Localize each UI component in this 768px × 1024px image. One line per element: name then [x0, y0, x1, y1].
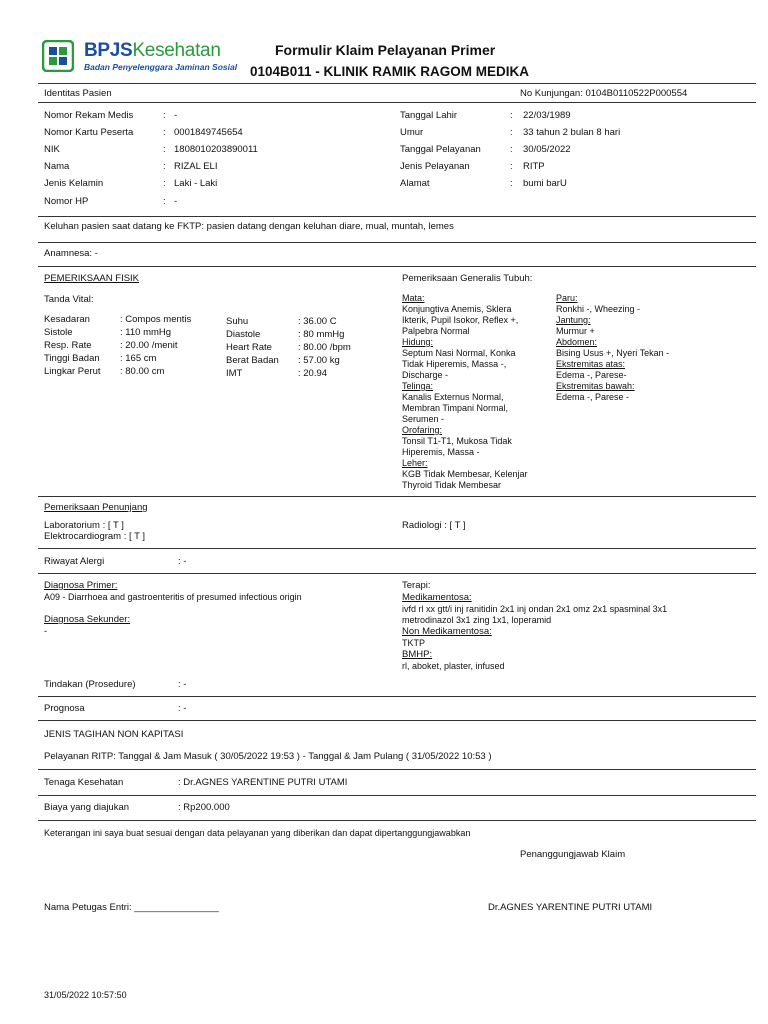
entry-officer: Nama Petugas Entri: ________________: [44, 902, 219, 913]
vital-value: : 57.00 kg: [298, 355, 340, 366]
non-medication: TKTP: [402, 638, 426, 648]
procedure-label: Tindakan (Prosedure): [44, 679, 136, 690]
exam-line: Septum Nasi Normal, Konka: [402, 348, 516, 358]
exam-line: Tidak Hiperemis, Massa -,: [402, 359, 507, 369]
exam-heading: Ekstremitas atas:: [556, 359, 626, 369]
physical-heading: PEMERIKSAAN FISIK: [44, 273, 140, 284]
prognosis-label: Prognosa: [44, 703, 85, 714]
field-label: Nama: [44, 161, 70, 172]
vital-value: : 80 mmHg: [298, 329, 345, 340]
secondary-diagnosis-heading: Diagnosa Sekunder:: [44, 614, 131, 625]
primary-diagnosis: A09 - Diarrhoea and gastroenteritis of presumed infectious origin: [44, 592, 302, 602]
cost-label: Biaya yang diajukan: [44, 802, 130, 813]
exam-line: Discharge -: [402, 370, 449, 380]
exam-line: Hiperemis, Massa -: [402, 447, 480, 457]
divider: [38, 102, 756, 103]
exam-heading: Telinga:: [402, 381, 434, 391]
divider: [38, 769, 756, 770]
exam-heading: Ekstremitas bawah:: [556, 381, 635, 391]
logo-brand-bpjs: BPJS: [84, 40, 133, 61]
prognosis-value: : -: [178, 703, 187, 714]
complaint: Keluhan pasien saat datang ke FKTP: pasien datang dengan keluhan diare, mual, muntah, lemes: [44, 221, 454, 232]
exam-heading: Mata:: [402, 293, 425, 303]
clinic-name: 0104B011 - KLINIK RAMIK RAGOM MEDIKA: [250, 64, 530, 79]
divider: [38, 696, 756, 697]
field-label: Nomor Kartu Peserta: [44, 127, 134, 138]
exam-heading: Jantung:: [556, 315, 591, 325]
exam-heading: Paru:: [556, 293, 578, 303]
allergy-label: Riwayat Alergi: [44, 556, 105, 567]
exam-line: Tonsil T1-T1, Mukosa Tidak: [402, 436, 512, 446]
vital-label: Sistole: [44, 327, 73, 338]
exam-heading: Hidung:: [402, 337, 434, 347]
vital-value: : Compos mentis: [120, 314, 192, 325]
field-colon: :: [510, 144, 513, 155]
exam-heading: Orofaring:: [402, 425, 443, 435]
visit-number: No Kunjungan: 0104B0110522P000554: [520, 88, 688, 99]
vital-label: Lingkar Perut: [44, 366, 101, 377]
exam-line: Palpebra Normal: [402, 326, 470, 336]
vital-value: : 110 mmHg: [120, 327, 172, 338]
exam-heading: Abdomen:: [556, 337, 598, 347]
vital-value: : 80.00 cm: [120, 366, 165, 377]
field-value: -: [174, 196, 178, 207]
divider: [38, 795, 756, 796]
divider: [38, 242, 756, 243]
medication-line: metrodinazol 3x1 zing 1x1, loperamid: [402, 615, 552, 625]
medication-heading: Medikamentosa:: [402, 592, 472, 603]
vital-label: Tinggi Badan: [44, 353, 100, 364]
logo-subtitle: Badan Penyelenggara Jaminan Sosial: [84, 62, 238, 72]
general-heading: Pemeriksaan Generalis Tubuh:: [402, 273, 533, 284]
field-colon: :: [163, 178, 166, 189]
field-colon: :: [163, 144, 166, 155]
exam-line: Kanalis Externus Normal,: [402, 392, 504, 402]
field-colon: :: [510, 127, 513, 138]
field-label: Tanggal Pelayanan: [400, 144, 481, 155]
field-label: Tanggal Lahir: [400, 110, 458, 121]
divider: [38, 216, 756, 217]
anamnesa: Anamnesa: -: [44, 248, 98, 259]
identity-label: Identitas Pasien: [44, 88, 112, 99]
field-value: 30/05/2022: [523, 144, 571, 155]
exam-line: Ronkhi -, Wheezing -: [556, 304, 641, 314]
non-medication-heading: Non Medikamentosa:: [402, 626, 492, 637]
field-value: 33 tahun 2 bulan 8 hari: [523, 127, 621, 138]
signer-name: Dr.AGNES YARENTINE PUTRI UTAMI: [488, 902, 653, 913]
exam-line: Konjungtiva Anemis, Sklera: [402, 304, 512, 314]
logo-brand: [84, 40, 221, 62]
field-label: Nomor HP: [44, 196, 89, 207]
billing-heading: JENIS TAGIHAN NON KAPITASI: [44, 729, 184, 740]
field-colon: :: [510, 110, 513, 121]
field-colon: :: [163, 161, 166, 172]
divider: [38, 548, 756, 549]
allergy-value: : -: [178, 556, 187, 567]
field-value: bumi barU: [523, 178, 567, 189]
exam-line: Edema -, Parese -: [556, 392, 630, 402]
divider: [38, 820, 756, 821]
field-colon: :: [163, 110, 166, 121]
vital-label: Resp. Rate: [44, 340, 92, 351]
bmhp-heading: BMHP:: [402, 649, 433, 660]
support-heading: Pemeriksaan Penunjang: [44, 502, 148, 513]
vital-label: Berat Badan: [226, 355, 279, 366]
exam-heading: Leher:: [402, 458, 428, 468]
exam-line: KGB Tidak Membesar, Kelenjar: [402, 469, 528, 479]
exam-line: Edema -, Parese-: [556, 370, 627, 380]
field-colon: :: [510, 178, 513, 189]
field-colon: :: [510, 161, 513, 172]
statement: Keterangan ini saya buat sesuai dengan data pelayanan yang diberikan dan dapat dipertanggungjawabkan: [44, 828, 471, 838]
field-colon: :: [163, 196, 166, 207]
form-title: Formulir Klaim Pelayanan Primer: [275, 42, 496, 58]
vital-label: IMT: [226, 368, 243, 379]
divider: [38, 573, 756, 574]
therapy-heading: Terapi:: [402, 580, 431, 591]
procedure-value: : -: [178, 679, 187, 690]
vital-value: : 36.00 C: [298, 316, 337, 327]
field-label: Nomor Rekam Medis: [44, 110, 134, 121]
divider: [38, 83, 756, 84]
divider: [38, 720, 756, 721]
vital-label: Suhu: [226, 316, 249, 327]
print-timestamp: 31/05/2022 10:57:50: [44, 990, 127, 1000]
field-label: Umur: [400, 127, 424, 138]
primary-diagnosis-heading: Diagnosa Primer:: [44, 580, 118, 591]
field-colon: :: [163, 127, 166, 138]
staff-value: : Dr.AGNES YARENTINE PUTRI UTAMI: [178, 777, 348, 788]
field-value: RITP: [523, 161, 545, 172]
exam-line: Membran Timpani Normal,: [402, 403, 509, 413]
lab-result: Laboratorium : [ T ]: [44, 520, 124, 531]
exam-line: Murmur +: [556, 326, 595, 336]
vital-label: Diastole: [226, 329, 261, 340]
exam-line: Serumen -: [402, 414, 445, 424]
vital-value: : 80.00 /bpm: [298, 342, 351, 353]
vital-heading: Tanda Vital:: [44, 294, 94, 305]
vital-value: : 20.00 /menit: [120, 340, 178, 351]
field-value: RIZAL ELI: [174, 161, 218, 172]
vital-label: Heart Rate: [226, 342, 272, 353]
field-value: 0001849745654: [174, 127, 243, 138]
field-label: Jenis Pelayanan: [400, 161, 470, 172]
exam-line: Ikterik, Pupil Isokor, Reflex +,: [402, 315, 519, 325]
vital-value: : 165 cm: [120, 353, 157, 364]
divider: [38, 496, 756, 497]
field-value: -: [174, 110, 178, 121]
field-value: 1808010203890011: [174, 144, 258, 155]
cost-value: : Rp200.000: [178, 802, 230, 813]
field-label: Alamat: [400, 178, 430, 189]
exam-line: Thyroid Tidak Membesar: [402, 480, 502, 490]
vital-value: : 20.94: [298, 368, 328, 379]
ekg-result: Elektrocardiogram : [ T ]: [44, 531, 146, 542]
bmhp: rl, aboket, plaster, infused: [402, 661, 505, 671]
billing-line: Pelayanan RITP: Tanggal & Jam Masuk ( 30/05/2022 19:53 ) - Tanggal & Jam Pulang ( 31/05/2022 10:53 ): [44, 751, 492, 762]
exam-line: Bising Usus +, Nyeri Tekan -: [556, 348, 670, 358]
staff-label: Tenaga Kesehatan: [44, 777, 124, 788]
field-value: 22/03/1989: [523, 110, 571, 121]
vital-label: Kesadaran: [44, 314, 90, 325]
field-label: Jenis Kelamin: [44, 178, 104, 189]
field-label: NIK: [44, 144, 60, 155]
logo-brand-kesehatan: Kesehatan: [132, 40, 221, 61]
responsible-label: Penanggungjawab Klaim: [520, 849, 626, 860]
bpjs-logo-icon: [42, 40, 74, 72]
radiology-result: Radiologi : [ T ]: [402, 520, 466, 531]
divider: [38, 266, 756, 267]
medication-line: ivfd rl xx gtt/i inj ranitidin 2x1 inj ondan 2x1 omz 2x1 spasminal 3x1: [402, 604, 668, 614]
field-value: Laki - Laki: [174, 178, 218, 189]
secondary-diagnosis: -: [44, 626, 47, 636]
